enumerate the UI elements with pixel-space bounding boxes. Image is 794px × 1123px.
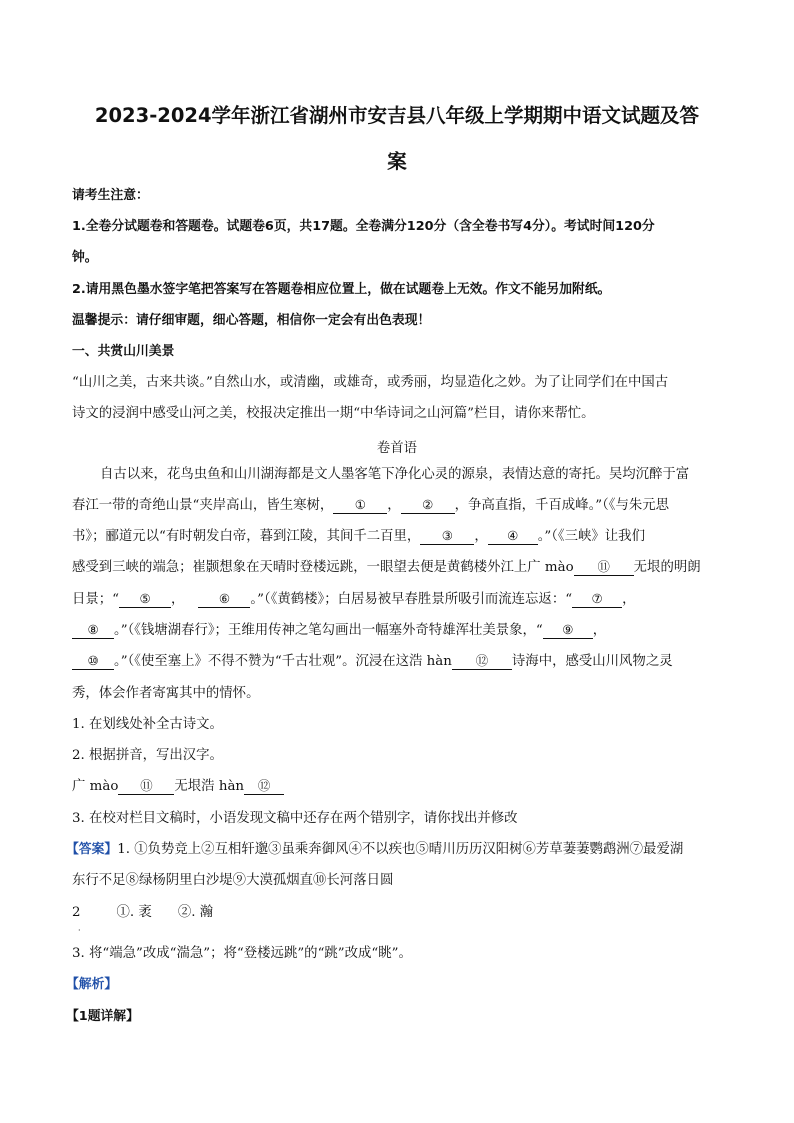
- answer-3: 3. 将“端急”改成“湍急”；将“登楼远跳”的“跳”改成“眺”。: [72, 946, 412, 961]
- passage-text: ，: [474, 529, 488, 544]
- question-2-blanks: [72, 777, 284, 797]
- section-heading: 一、共赏山川美景: [72, 344, 175, 359]
- answer-1-text: 1. ①负势竞上②互相轩邈③虽乘奔御风④不以疾也⑤晴川历历汉阳树⑥芳草萋萋鹦鹉洲⑦最爱湖: [117, 842, 684, 857]
- passage-text: ，: [592, 623, 607, 638]
- blank-8: ⑧: [72, 622, 114, 639]
- passage-text: 。”（《使至塞上》不得不赞为“千古壮观”。沉浸在这浩 hàn: [114, 654, 452, 669]
- passage-text: 书》；郦道元以“有时朝发白帝，暮到江陵，其间千二百里，: [72, 529, 421, 544]
- passage-text: 。”（《黄鹤楼》；白居易被早春胜景所吸引而流连忘返：“: [250, 592, 573, 607]
- passage-line-2: [72, 496, 669, 516]
- passage-text: ，争高直指，千百成峰。”（《与朱元思: [454, 498, 670, 513]
- blank-12: ⑫: [452, 653, 512, 670]
- passage-line-1: 自古以来，花鸟虫鱼和山川湖海都是文人墨客笔下净化心灵的源泉，表情达意的寄托。吴均沉醉于富: [100, 467, 690, 482]
- blank-10: ⑩: [72, 653, 114, 670]
- marker-dot: ·: [78, 926, 81, 935]
- blank-5: ⑤: [119, 591, 171, 608]
- blank-2: ②: [401, 497, 455, 514]
- tip-text: 温馨提示：请仔细审题，细心答题，相信你一定会有出色表现！: [72, 313, 431, 328]
- notice-item-2: 2.请用黑色墨水签字笔把答案写在答题卷相应位置上，做在试题卷上无效。作文不能另加附纸。: [72, 282, 611, 297]
- answer-line-1: [66, 840, 683, 860]
- notice-heading: 请考生注意：: [72, 188, 149, 203]
- passage-line-7: [72, 652, 673, 672]
- passage-text: 。”（《钱塘湖春行》；王维用传神之笔勾画出一幅塞外奇特雄浑壮美景象，“: [114, 623, 543, 638]
- passage-text: 日景；“: [72, 592, 120, 607]
- detail-heading: 【1题详解】: [66, 1009, 139, 1024]
- passage-text: 。”（《三峡》让我们: [537, 529, 645, 544]
- passage-text: 诗海中，感受山川风物之灵: [511, 654, 673, 669]
- answer-tag: 【答案】: [66, 842, 118, 857]
- blank-4: ④: [488, 528, 538, 545]
- notice-item-1-cont: 钟。: [72, 250, 98, 265]
- passage-line-5: [72, 590, 635, 610]
- page-title: 2023-2024学年浙江省湖州市安吉县八年级上学期期中语文试题及答: [94, 104, 700, 127]
- passage-text: 感受到三峡的端急；崔颢想象在天晴时登楼远跳，一眼望去便是黄鹤楼外江上广 mào: [72, 560, 574, 575]
- blank-7: ⑦: [572, 591, 622, 608]
- passage-line-8: 秀，体会作者寄寓其中的情怀。: [72, 686, 260, 701]
- question-3: 3. 在校对栏目文稿时，小语发现文稿中还存在两个错别字，请你找出并修改: [72, 811, 518, 826]
- intro-line-1: “山川之美，古来共谈。”自然山水，或清幽，或雄奇，或秀丽，均显造化之妙。为了让同学们在中国古: [72, 375, 669, 390]
- question-2: 2. 根据拼音，写出汉字。: [72, 748, 223, 763]
- answer-2-part-b: ②. 瀚: [177, 905, 214, 920]
- analysis-tag: 【解析】: [66, 977, 118, 992]
- answer-line-2: 东行不足⑧绿杨阴里白沙堤⑨大漠孤烟直⑩长河落日圆: [72, 873, 394, 888]
- page-title-line2: 案: [387, 150, 407, 173]
- passage-line-3: [72, 527, 645, 547]
- passage-text: ，: [622, 592, 636, 607]
- pinyin-text: 广 mào: [72, 779, 119, 794]
- intro-line-2: 诗文的浸润中感受山河之美，校报决定推出一期“中华诗词之山河篇”栏目，请你来帮忙。: [72, 406, 595, 421]
- passage-text: 春江一带的奇绝山景“夹岸高山，皆生寒树，: [72, 498, 334, 513]
- blank-9: ⑨: [543, 622, 593, 639]
- blank-1: ①: [333, 497, 387, 514]
- notice-item-1: 1.全卷分试题卷和答题卷。试题卷6页，共17题。全卷满分120分（含全卷书写4分）。考试时间120分: [72, 219, 655, 234]
- passage-line-4: [72, 558, 701, 578]
- passage-text: ，: [171, 592, 185, 607]
- pinyin-text: 无垠浩 hàn: [174, 779, 245, 794]
- answer-2: [72, 903, 213, 923]
- preface-heading: 卷首语: [376, 441, 418, 456]
- passage-text: ，: [387, 498, 401, 513]
- answer-2-part-a: ①. 袤: [116, 905, 152, 920]
- blank-11-repeat: ⑪: [118, 778, 174, 795]
- answer-2-number: 2: [72, 905, 81, 920]
- blank-6: ⑥: [198, 591, 250, 608]
- blank-3: ③: [420, 528, 474, 545]
- blank-12-repeat: ⑫: [244, 778, 284, 795]
- blank-11: ⑪: [574, 559, 634, 576]
- question-1: 1. 在划线处补全古诗文。: [72, 717, 223, 732]
- passage-text: 无垠的明朗: [633, 560, 701, 575]
- passage-line-6: [72, 621, 606, 641]
